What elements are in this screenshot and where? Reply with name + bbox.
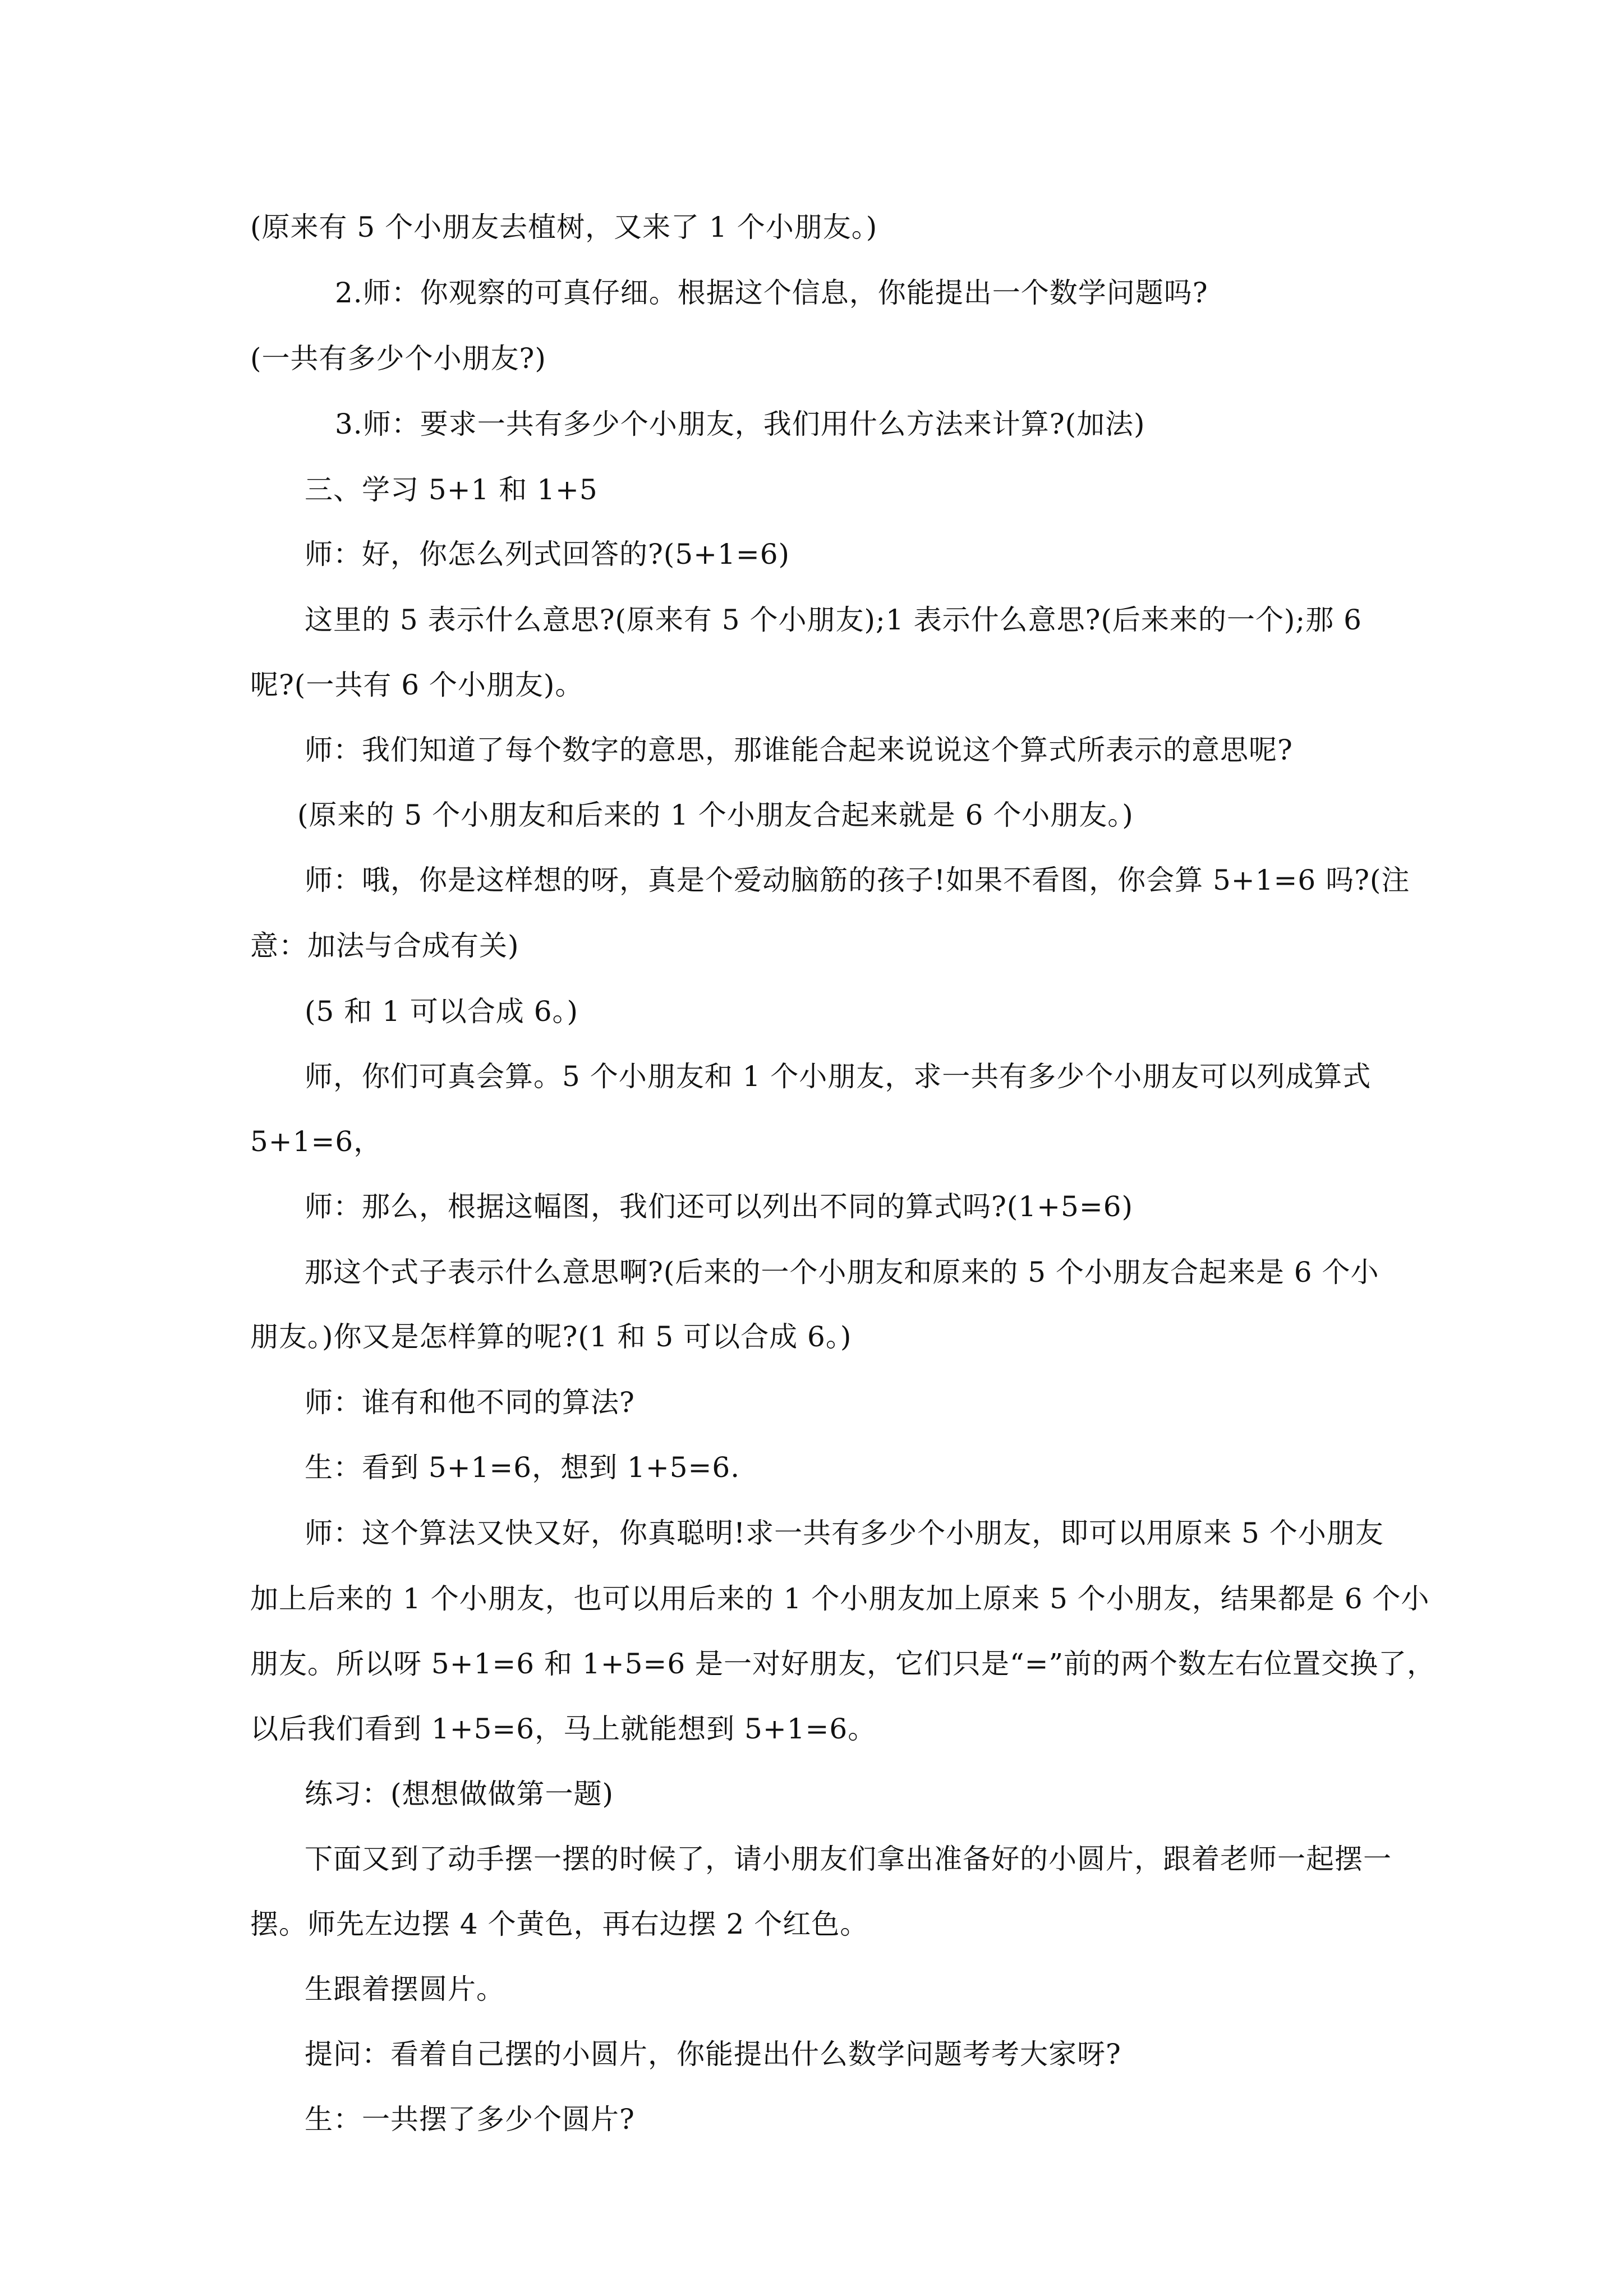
text-line: 朋友。所以呀 5+1=6 和 1+5=6 是一对好朋友，它们只是“=”前的两个数左右位置交换了， <box>250 1648 1436 1680</box>
text-line: 呢?(一共有 6 个小朋友)。 <box>250 669 584 701</box>
text-line: 师：这个算法又快又好，你真聪明!求一共有多少个小朋友，即可以用原来 5 个小朋友 <box>305 1517 1384 1549</box>
text-line: 提问：看着自己摆的小圆片，你能提出什么数学问题考考大家呀? <box>305 2038 1121 2070</box>
text-line: 摆。师先左边摆 4 个黄色，再右边摆 2 个红色。 <box>250 1908 869 1940</box>
text-line: 3.师：要求一共有多少个小朋友，我们用什么方法来计算?(加法) <box>335 408 1145 440</box>
text-line: 生跟着摆圆片。 <box>305 1973 505 2005</box>
text-line: 生：看到 5+1=6，想到 1+5=6. <box>305 1451 740 1484</box>
text-line: 师：哦，你是这样想的呀，真是个爱动脑筋的孩子!如果不看图，你会算 5+1=6 吗?(注 <box>305 864 1410 896</box>
text-line: 下面又到了动手摆一摆的时候了，请小朋友们拿出准备好的小圆片，跟着老师一起摆一 <box>305 1843 1392 1875</box>
text-line: 朋友。)你又是怎样算的呢?(1 和 5 可以合成 6。) <box>250 1320 852 1353</box>
text-line: 师，你们可真会算。5 个小朋友和 1 个小朋友，求一共有多少个小朋友可以列成算式 <box>305 1060 1372 1093</box>
text-line: 师：我们知道了每个数字的意思，那谁能合起来说说这个算式所表示的意思呢? <box>305 734 1293 766</box>
text-line: 意：加法与合成有关) <box>250 930 519 962</box>
text-line: 师：好，你怎么列式回答的?(5+1=6) <box>305 538 790 570</box>
text-line: 这里的 5 表示什么意思?(原来有 5 个小朋友);1 表示什么意思?(后来来的一个);那 6 <box>305 604 1362 636</box>
text-line: (5 和 1 可以合成 6。) <box>305 995 579 1028</box>
text-line: 加上后来的 1 个小朋友，也可以用后来的 1 个小朋友加上原来 5 个小朋友，结果都是 6 个小 <box>250 1582 1430 1615</box>
text-line: 那这个式子表示什么意思啊?(后来的一个小朋友和原来的 5 个小朋友合起来是 6 个小 <box>305 1256 1379 1289</box>
text-line: 2.师：你观察的可真仔细。根据这个信息，你能提出一个数学问题吗? <box>335 277 1208 309</box>
text-line: 生：一共摆了多少个圆片? <box>305 2103 635 2136</box>
text-line: 5+1=6， <box>250 1125 383 1158</box>
text-line: (原来的 5 个小朋友和后来的 1 个小朋友合起来就是 6 个小朋友。) <box>297 799 1134 831</box>
text-line: 练习：(想想做做第一题) <box>305 1778 614 1810</box>
text-line: 师：谁有和他不同的算法? <box>305 1386 635 1419</box>
text-line: 以后我们看到 1+5=6，马上就能想到 5+1=6。 <box>250 1713 877 1745</box>
text-line: (原来有 5 个小朋友去植树，又来了 1 个小朋友。) <box>250 211 878 243</box>
text-line: 师：那么，根据这幅图，我们还可以列出不同的算式吗?(1+5=6) <box>305 1190 1134 1223</box>
section-heading: 三、学习 5+1 和 1+5 <box>305 473 598 506</box>
text-line: (一共有多少个小朋友?) <box>250 342 546 375</box>
